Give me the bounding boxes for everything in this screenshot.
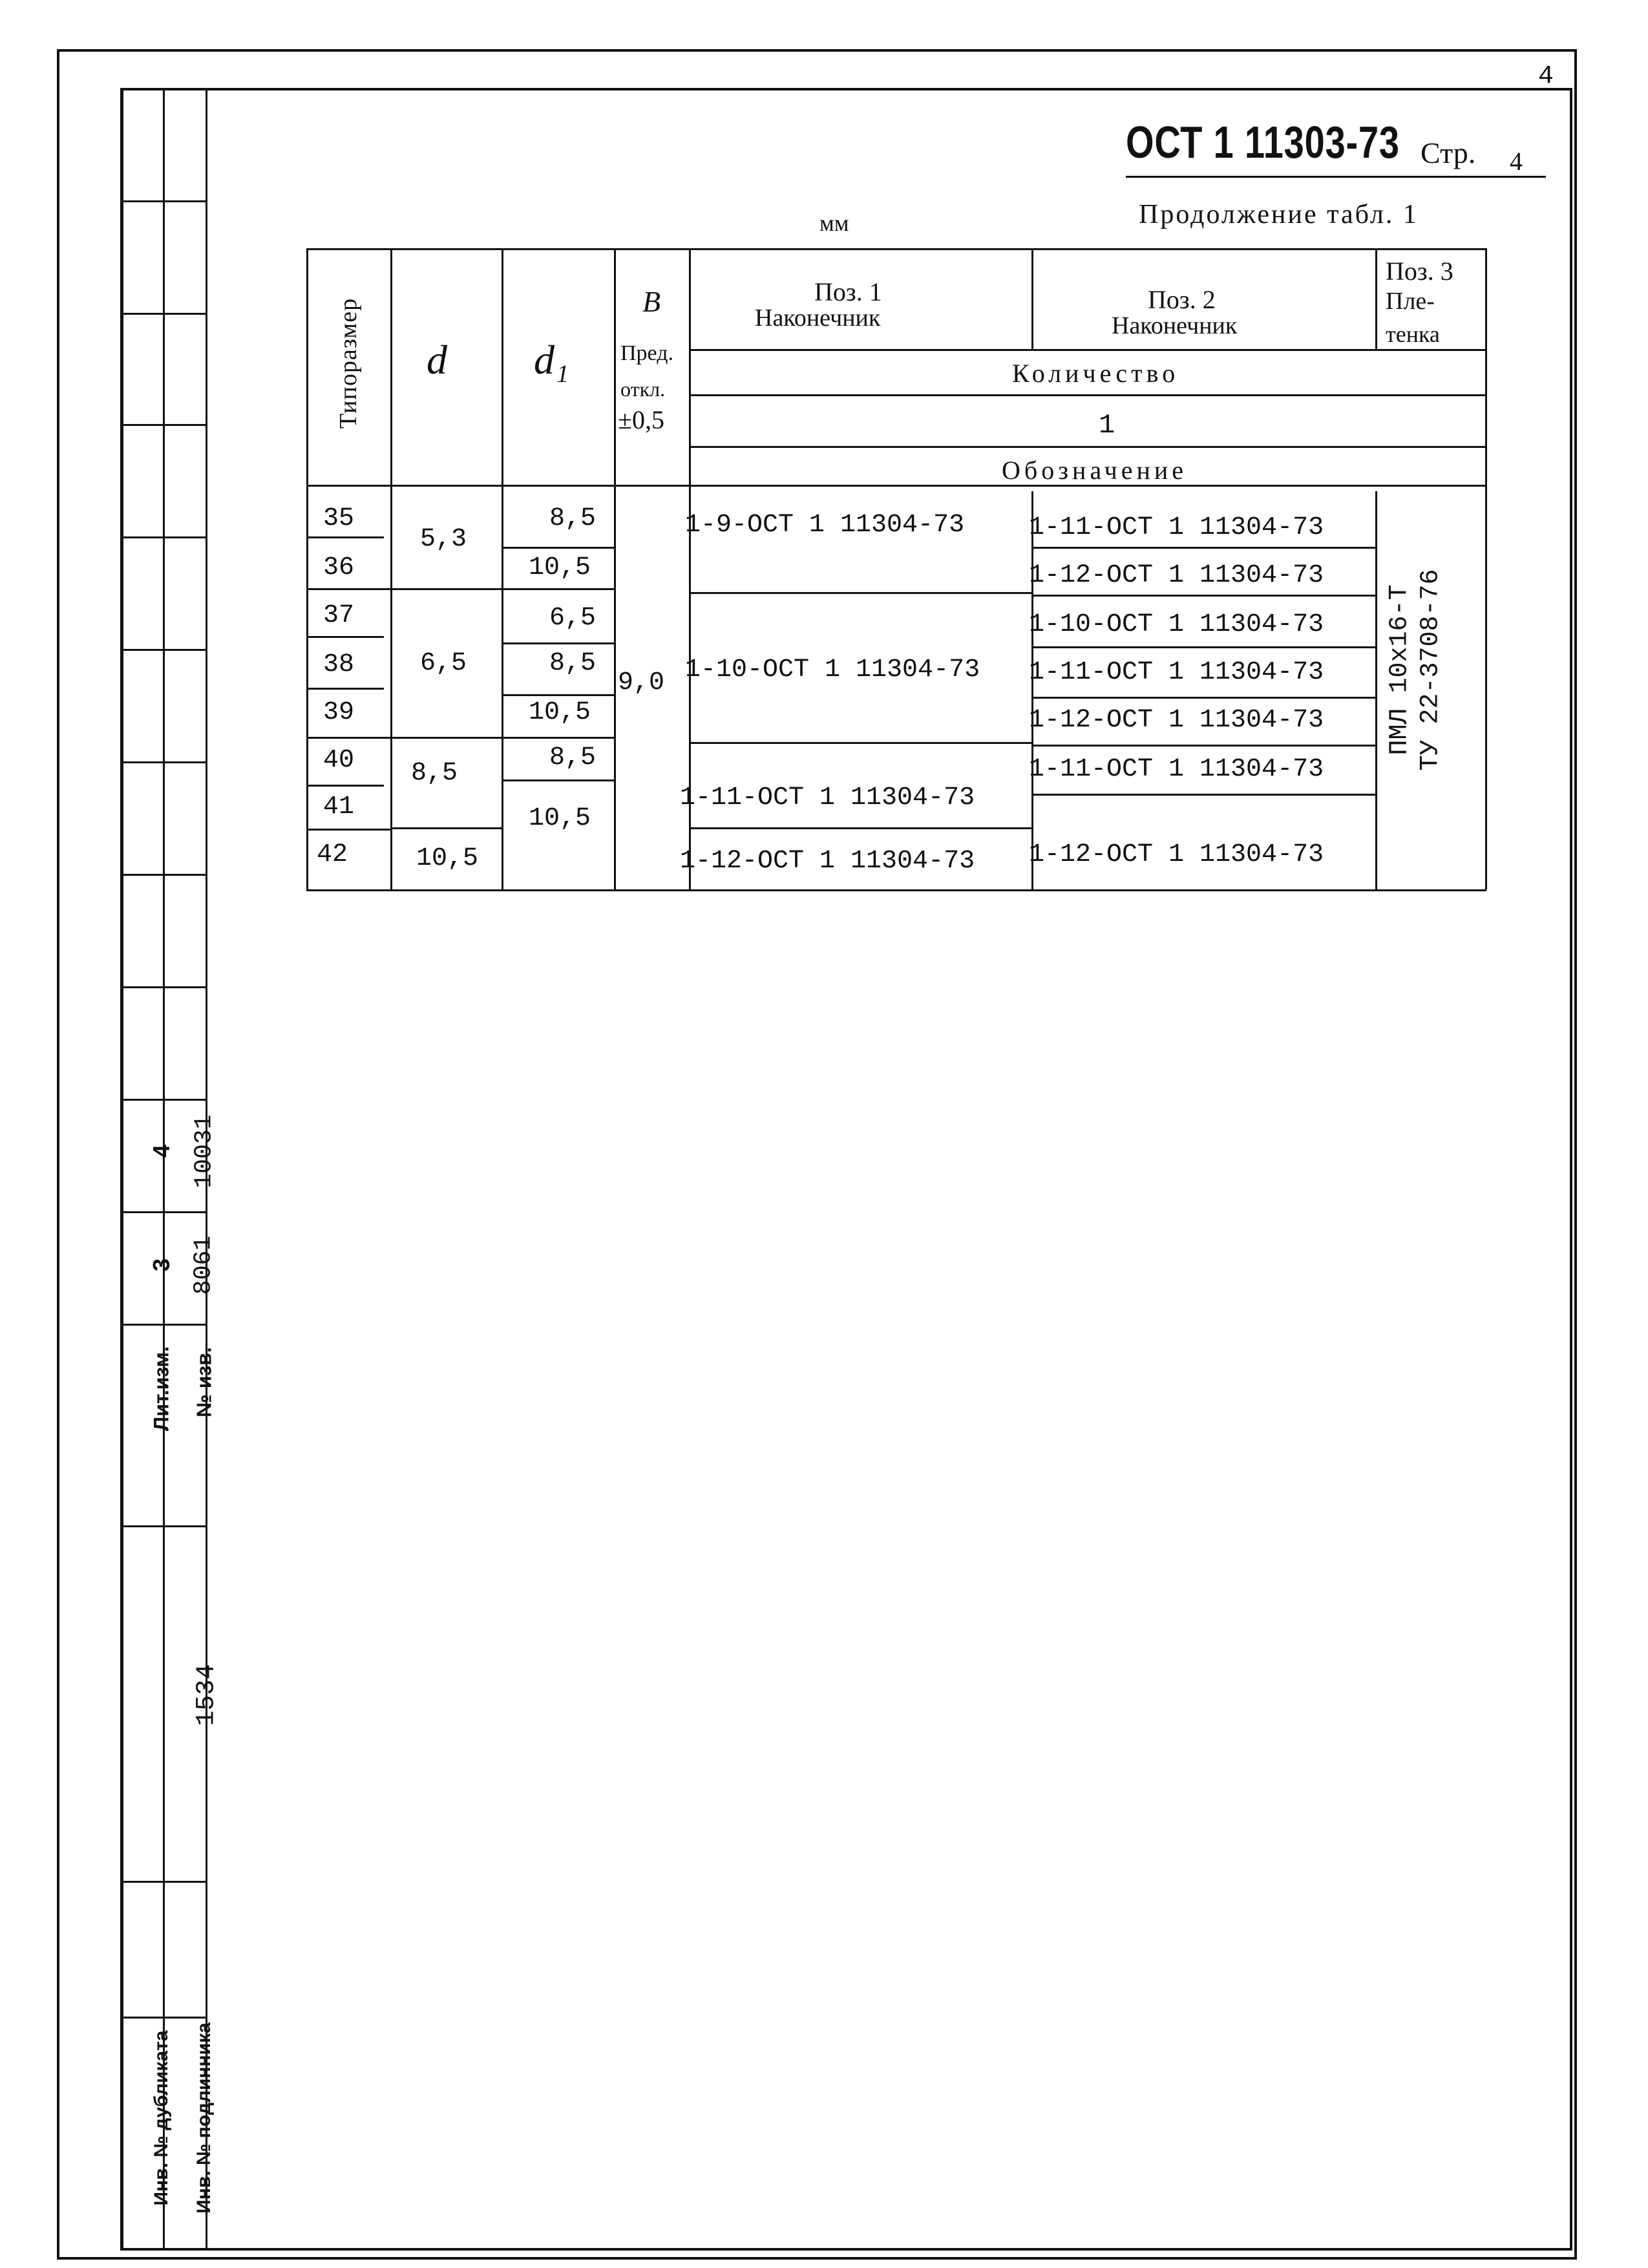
- stamp-lit-izm: Лит.изм.: [149, 1346, 173, 1432]
- d1-value: 6,5: [549, 604, 597, 633]
- page-value: 4: [1510, 147, 1523, 176]
- table-top: [306, 248, 1486, 250]
- col-header-b-sub1: Пред.: [620, 341, 673, 365]
- stamp-col-divider-bold: [120, 88, 123, 2251]
- pos2-value: 1-11-ОСТ 1 11304-73: [1029, 513, 1324, 542]
- col-header-d: d: [427, 337, 447, 383]
- stamp-inv-podl-value: 1534: [192, 1664, 222, 1726]
- col-header-d1: d₁: [534, 337, 569, 383]
- b-value: 9,0: [618, 668, 665, 697]
- d1-value: 10,5: [529, 804, 591, 833]
- stamp-inv-podl: Инв. № подлинника: [193, 2022, 215, 2214]
- qty-value: 1: [1099, 410, 1115, 441]
- continuation-label: Продолжение табл. 1: [1139, 200, 1419, 229]
- row-size: 40: [323, 746, 355, 775]
- row-size: 35: [323, 504, 355, 533]
- table-bottom: [306, 889, 1486, 891]
- oboznachenie-label: Обозначение: [1002, 456, 1188, 485]
- col-header-b-sub2: откл.: [620, 377, 666, 401]
- d-value: 6,5: [420, 649, 467, 678]
- page-label: Стр.: [1421, 136, 1476, 169]
- col-header-b: B: [642, 285, 661, 318]
- pos2-value: 1-11-ОСТ 1 11304-73: [1029, 658, 1324, 687]
- pos2-value: 1-11-ОСТ 1 11304-73: [1029, 755, 1324, 784]
- stamp-change3-lit: 3: [148, 1258, 174, 1272]
- row-size: 36: [323, 553, 355, 582]
- pos2-name: Наконечник: [1112, 312, 1238, 339]
- stamp-inv-dubl: Инв. № дубликата: [151, 2030, 172, 2206]
- title-underline: [1126, 176, 1546, 178]
- d1-value: 10,5: [529, 553, 591, 582]
- stamp-change3-no: 8061: [189, 1235, 218, 1295]
- row-size: 38: [323, 650, 355, 679]
- d1-value: 8,5: [549, 649, 597, 678]
- pos3-name1: Пле-: [1386, 288, 1435, 315]
- row-size: 41: [323, 792, 355, 821]
- pos3-title: Поз. 3: [1386, 257, 1453, 286]
- d1-value: 8,5: [549, 743, 597, 772]
- pos2-value: 1-12-ОСТ 1 11304-73: [1029, 840, 1324, 869]
- pos2-title: Поз. 2: [1148, 285, 1216, 314]
- page-number: 4: [1538, 62, 1554, 91]
- pos1-title: Поз. 1: [814, 277, 882, 306]
- pos3-name2: тенка: [1386, 321, 1440, 347]
- standard-title: ОСТ 1 11303-73: [1126, 117, 1400, 167]
- d-value: 5,3: [420, 525, 467, 554]
- pos1-value: 1-10-ОСТ 1 11304-73: [685, 655, 980, 684]
- row-size: 37: [323, 601, 355, 630]
- d-value: 8,5: [411, 759, 458, 788]
- d1-value: 8,5: [549, 504, 597, 533]
- pos2-value: 1-12-ОСТ 1 11304-73: [1029, 706, 1324, 735]
- pos2-value: 1-10-ОСТ 1 11304-73: [1029, 610, 1324, 639]
- pos1-name: Наконечник: [755, 304, 881, 332]
- pos3-value1: ПМЛ 10х16-Т: [1385, 584, 1415, 756]
- stamp-change4-lit: 4: [148, 1144, 174, 1158]
- col-header-b-sub3: ±0,5: [618, 405, 664, 434]
- row-size: 42: [317, 840, 348, 869]
- d1-value: 10,5: [529, 698, 591, 727]
- pos1-value: 1-12-ОСТ 1 11304-73: [680, 847, 975, 876]
- kolichestvo-label: Количество: [1012, 359, 1179, 388]
- pos1-value: 1-9-ОСТ 1 11304-73: [685, 511, 965, 540]
- stamp-no-izv: № изв.: [192, 1347, 216, 1417]
- unit-label: мм: [819, 210, 849, 236]
- stamp-change4-no: 10031: [190, 1114, 218, 1189]
- pos2-value: 1-12-ОСТ 1 11304-73: [1029, 561, 1324, 590]
- d-value: 10,5: [416, 844, 479, 873]
- pos3-value2: ТУ 22-3708-76: [1416, 569, 1446, 771]
- pos1-value: 1-11-ОСТ 1 11304-73: [680, 783, 975, 812]
- row-size: 39: [323, 698, 355, 727]
- table-right: [1485, 248, 1487, 889]
- col-header-tiporazmer: Типоразмер: [335, 297, 362, 429]
- table-left: [306, 248, 308, 889]
